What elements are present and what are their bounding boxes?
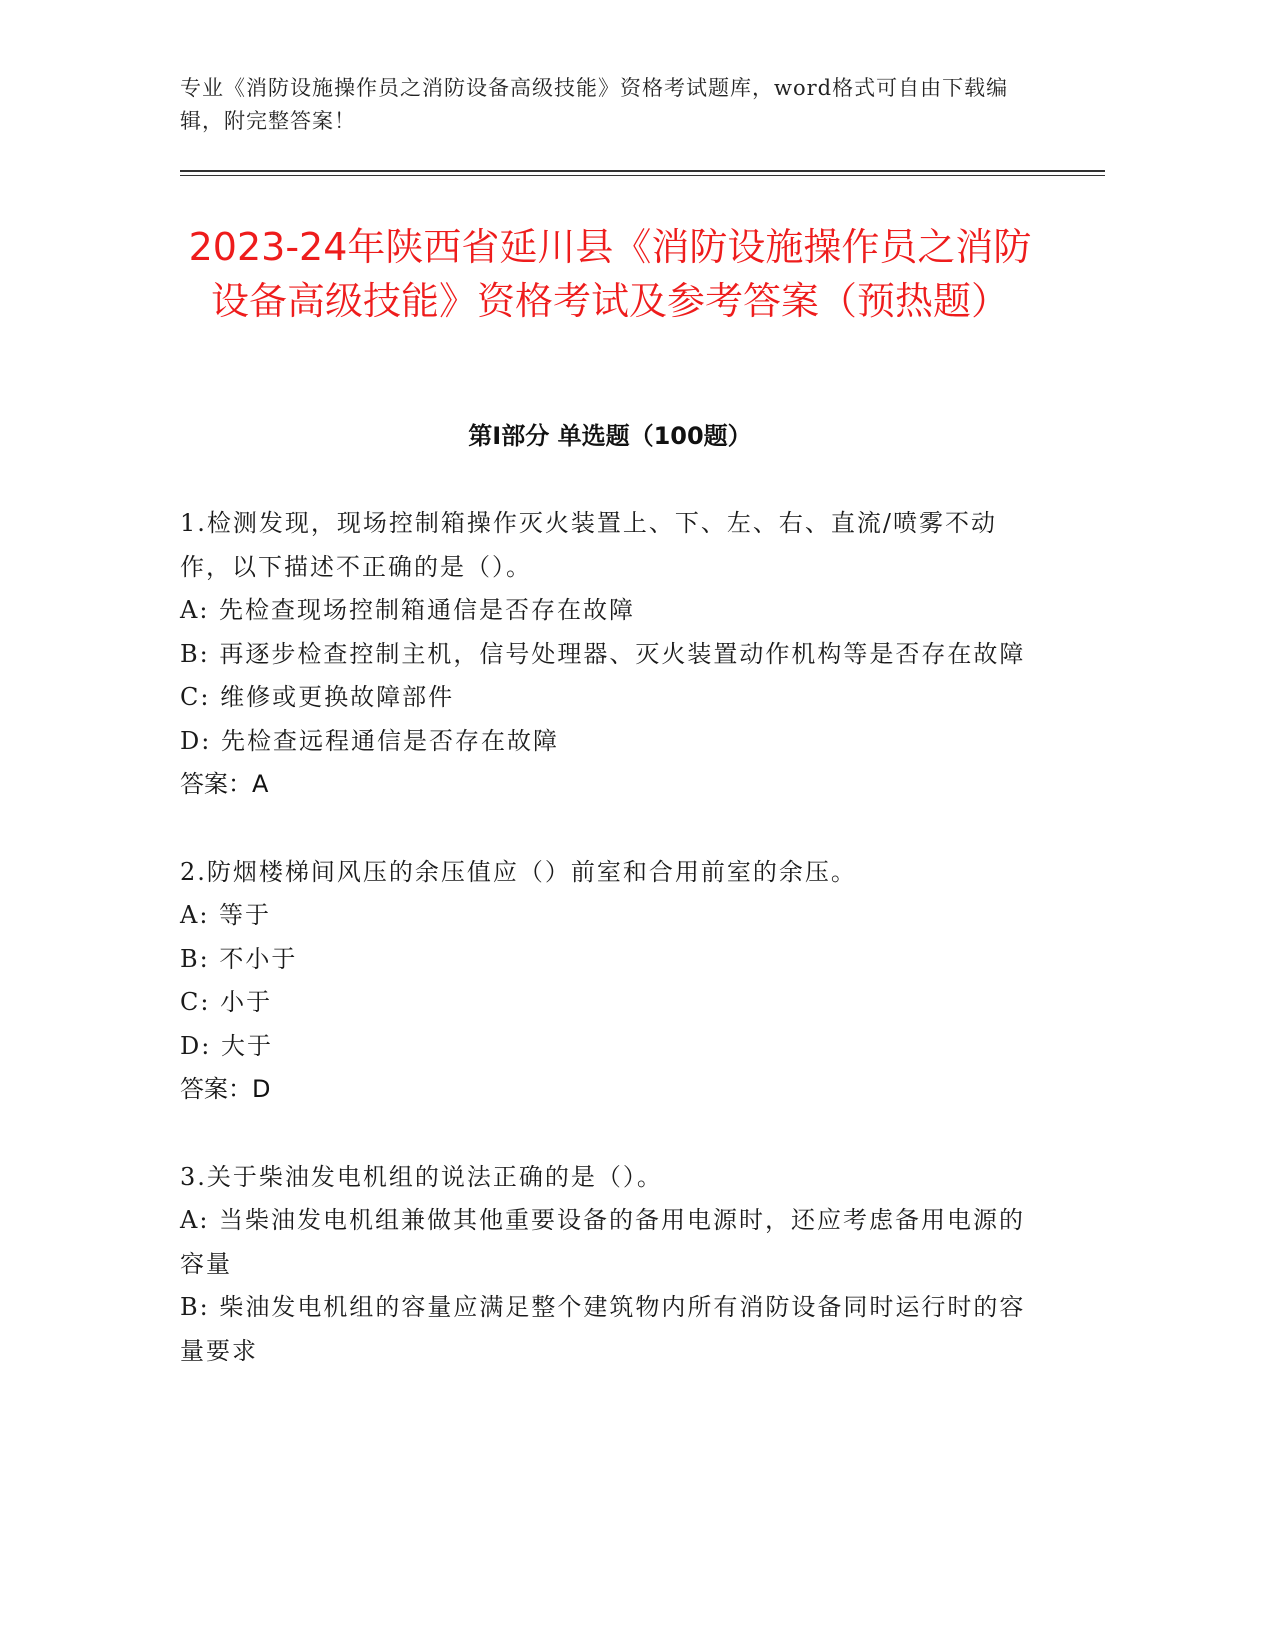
option-a: A: 先检查现场控制箱通信是否存在故障 (180, 596, 636, 624)
option-a: A: 等于 (180, 901, 272, 929)
answer-line: 答案：A (180, 770, 269, 798)
document-title: 2023-24年陕西省延川县《消防设施操作员之消防设备高级技能》资格考试及参考答案（预热题） (188, 225, 1032, 323)
header-divider-thick (180, 170, 1105, 172)
option-c: C: 维修或更换故障部件 (180, 683, 455, 711)
question-item (180, 1156, 1030, 1374)
option-b: B: 再逐步检查控制主机，信号处理器、灭火装置动作机构等是否存在故障 (180, 639, 1026, 668)
option-c: C: 小于 (180, 988, 273, 1016)
question-stem: 3.关于柴油发电机组的说法正确的是（）。 (180, 1162, 663, 1191)
question-stem: 1.检测发现，现场控制箱操作灭火装置上、下、左、右、直流/喷雾不动作，以下描述不正确的是（）。 (180, 509, 997, 581)
option-b: B: 不小于 (180, 944, 298, 973)
option-a: A: 当柴油发电机组兼做其他重要设备的备用电源时，还应考虑备用电源的容量 (180, 1206, 1026, 1278)
question-list (180, 502, 1030, 1417)
question-item (180, 851, 1030, 1112)
option-d: D: 大于 (180, 1031, 273, 1060)
question-stem: 2.防烟楼梯间风压的余压值应（）前室和合用前室的余压。 (180, 857, 857, 886)
section-heading: 第I部分 单选题（100题） (468, 422, 752, 450)
option-d: D: 先检查远程通信是否存在故障 (180, 726, 559, 755)
header-divider-thin (180, 175, 1105, 176)
question-item (180, 502, 1030, 807)
header-note: 专业《消防设施操作员之消防设备高级技能》资格考试题库，word格式可自由下载编辑，附完整答案！ (180, 76, 1009, 133)
option-b: B: 柴油发电机组的容量应满足整个建筑物内所有消防设备同时运行时的容量要求 (180, 1293, 1026, 1365)
answer-line: 答案：D (180, 1075, 271, 1103)
